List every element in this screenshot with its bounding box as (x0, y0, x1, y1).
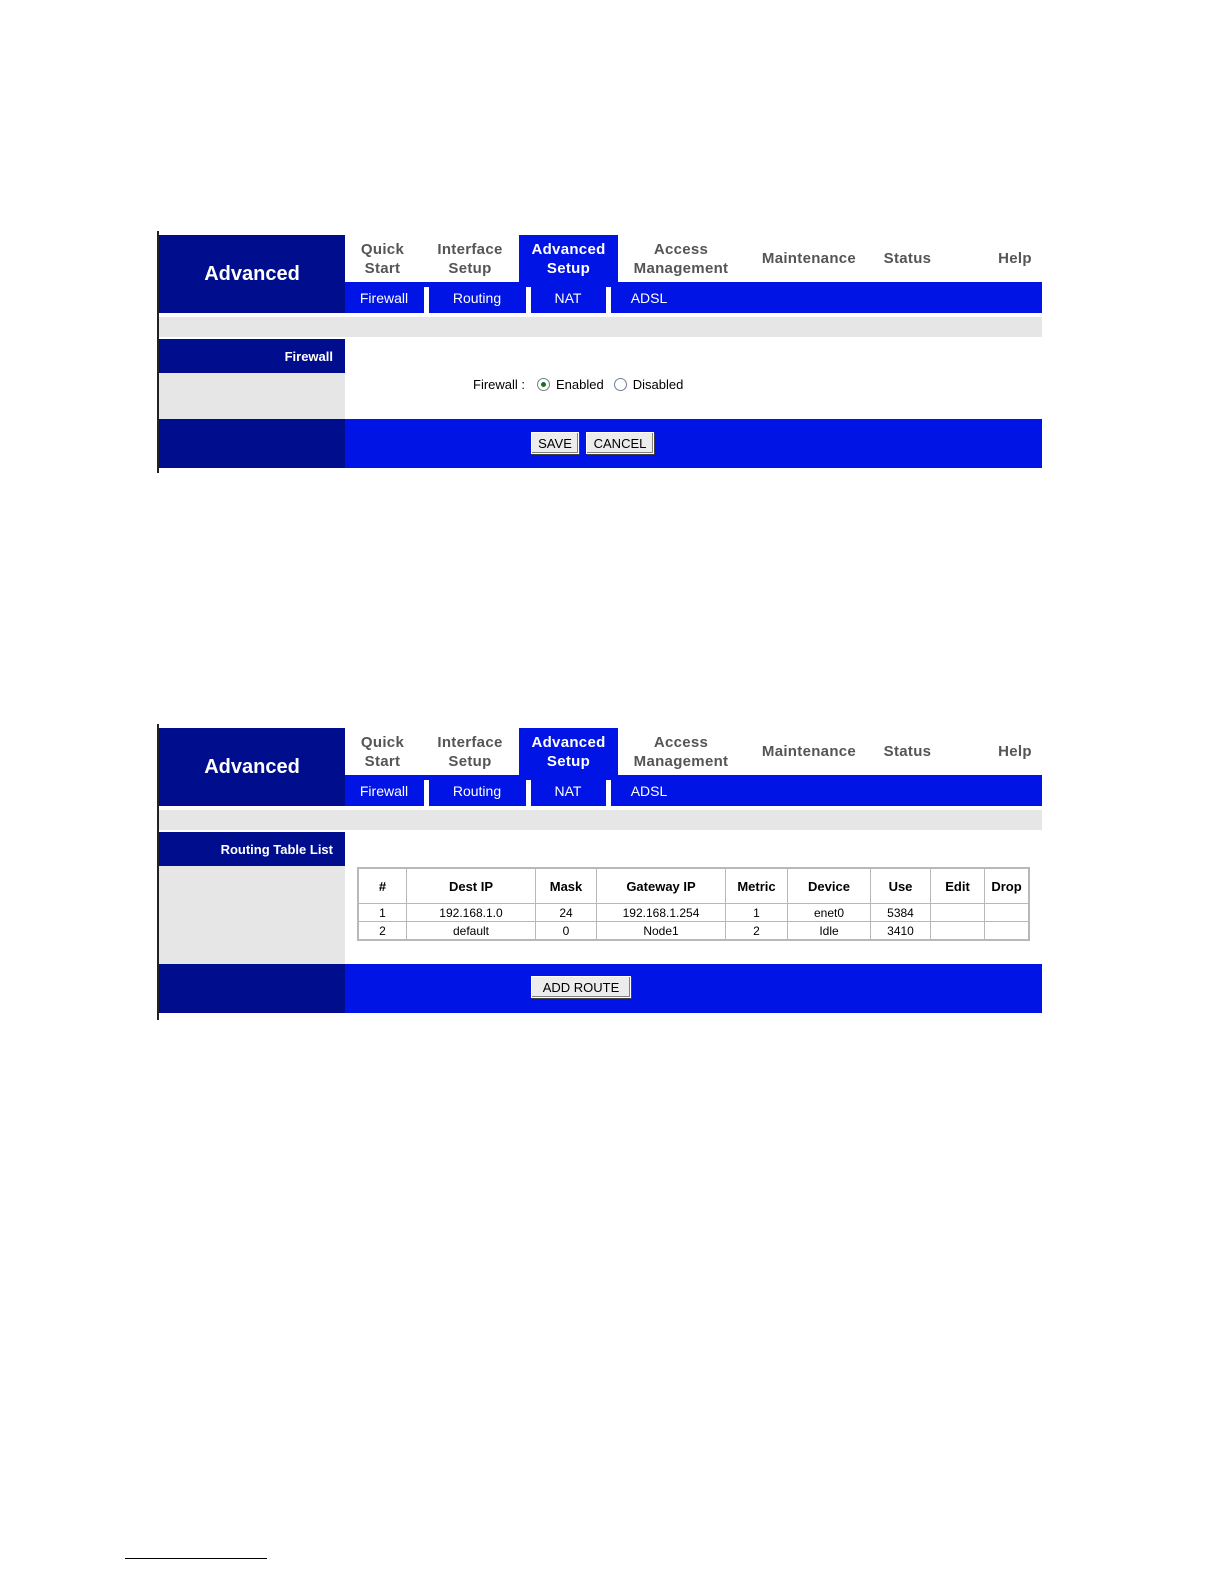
table-cell: 192.168.1.254 (597, 904, 726, 922)
table-cell: Node1 (597, 922, 726, 941)
tab-help[interactable]: Help (998, 250, 1032, 267)
tab-advanced-setup[interactable]: Advanced Setup (519, 728, 618, 775)
tab-help[interactable]: Help (998, 743, 1032, 760)
firewall-row (473, 377, 683, 392)
tab-status[interactable]: Status (883, 250, 932, 267)
tab-status[interactable]: Status (883, 743, 932, 760)
subtab-adsl[interactable]: ADSL (630, 782, 668, 799)
drop-cell[interactable] (985, 904, 1030, 922)
column-header: Dest IP (407, 868, 536, 904)
column-header: Use (871, 868, 931, 904)
edit-cell[interactable] (931, 922, 985, 941)
subtab-adsl[interactable]: ADSL (630, 289, 668, 306)
tab-interface-setup[interactable]: Interface Setup (437, 240, 503, 277)
table-cell: 24 (536, 904, 597, 922)
subtab-firewall[interactable]: Firewall (359, 289, 409, 306)
tab-maintenance[interactable]: Maintenance (761, 743, 857, 760)
sub-nav (345, 282, 1042, 313)
firewall-enabled-radio[interactable] (537, 378, 550, 391)
table-cell: 3410 (871, 922, 931, 941)
subtab-routing[interactable]: Routing (452, 782, 502, 799)
cancel-button[interactable]: CANCEL (586, 432, 654, 454)
section-label-routing-table: Routing Table List (159, 832, 345, 866)
footer-left (159, 419, 345, 468)
footnote-rule (125, 1558, 267, 1559)
table-cell: 1 (726, 904, 788, 922)
table-cell: enet0 (788, 904, 871, 922)
column-header: Metric (726, 868, 788, 904)
save-button[interactable]: SAVE (531, 432, 579, 454)
brand-title: Advanced (159, 728, 345, 806)
edit-cell[interactable] (931, 904, 985, 922)
subtab-nat[interactable]: NAT (554, 782, 582, 799)
table-row (358, 922, 1029, 941)
left-column (159, 373, 345, 419)
tab-access-management[interactable]: Access Management (633, 240, 729, 277)
footer-bar (345, 964, 1042, 1013)
firewall-disabled-radio[interactable] (614, 378, 627, 391)
column-header: Mask (536, 868, 597, 904)
subtab-firewall[interactable]: Firewall (359, 782, 409, 799)
table-cell: 192.168.1.0 (407, 904, 536, 922)
left-column (159, 866, 345, 964)
tab-interface-setup[interactable]: Interface Setup (437, 733, 503, 770)
column-header: Gateway IP (597, 868, 726, 904)
tab-quick-start[interactable]: Quick Start (360, 240, 405, 277)
table-cell: 1 (358, 904, 407, 922)
tab-quick-start[interactable]: Quick Start (360, 733, 405, 770)
column-header: # (358, 868, 407, 904)
column-header: Edit (931, 868, 985, 904)
table-header-row (358, 868, 1029, 904)
table-cell: 5384 (871, 904, 931, 922)
table-cell: default (407, 922, 536, 941)
firewall-label: Firewall : (473, 377, 526, 392)
table-cell: Idle (788, 922, 871, 941)
table-cell: 2 (726, 922, 788, 941)
spacer-bar (159, 810, 1042, 830)
tab-advanced-setup[interactable]: Advanced Setup (519, 235, 618, 282)
column-header: Drop (985, 868, 1030, 904)
add-route-button[interactable]: ADD ROUTE (531, 976, 631, 998)
table-row (358, 904, 1029, 922)
brand-title: Advanced (159, 235, 345, 313)
sub-nav (345, 775, 1042, 806)
column-header: Device (788, 868, 871, 904)
drop-cell[interactable] (985, 922, 1030, 941)
top-nav (345, 235, 1042, 282)
firewall-enabled-label: Enabled (556, 377, 604, 392)
firewall-disabled-label: Disabled (632, 377, 684, 392)
table-cell: 0 (536, 922, 597, 941)
routing-table (357, 867, 1030, 941)
routing-panel (157, 724, 1042, 1020)
top-nav (345, 728, 1042, 775)
subtab-nat[interactable]: NAT (554, 289, 582, 306)
subtab-routing[interactable]: Routing (452, 289, 502, 306)
tab-maintenance[interactable]: Maintenance (761, 250, 857, 267)
spacer-bar (159, 317, 1042, 337)
firewall-panel (157, 231, 1042, 473)
table-cell: 2 (358, 922, 407, 941)
tab-access-management[interactable]: Access Management (633, 733, 729, 770)
footer-bar (345, 419, 1042, 468)
footer-left (159, 964, 345, 1013)
section-label-firewall: Firewall (159, 339, 345, 373)
